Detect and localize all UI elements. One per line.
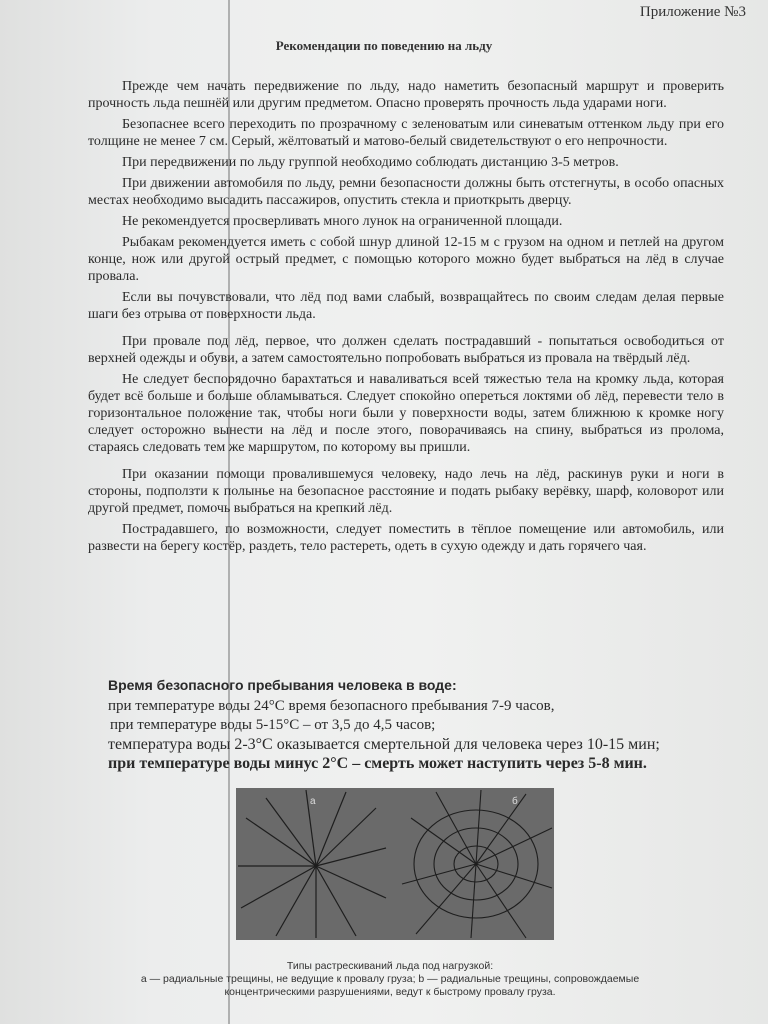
caption-line: а — радиальные трещины, не ведущие к провалу груза; b — радиальные трещины, сопровождаемые: [140, 973, 640, 985]
ice-cracks-figure: [236, 788, 554, 940]
safe-time-heading: Время безопасного пребывания человека в воде:: [108, 677, 457, 693]
caption-line: концентрическими разрушениями, ведут к быстрому провалу груза.: [224, 986, 556, 998]
safe-time-line: при температуре воды минус 2°С – смерть может наступить через 5-8 мин.: [108, 755, 647, 772]
paragraph: При оказании помощи провалившемуся человеку, надо лечь на лёд, раскинув руки и ноги в стороны, подползти к полынье на безопасное расстояние и подать рыбаку верёвку, шарф, коловорот или другой предмет, помочь выбраться на крепкий лёд.: [88, 467, 724, 516]
ice-cracks-illustration: [236, 788, 554, 940]
paragraph: Не следует беспорядочно барахтаться и наваливаться всей тяжестью тела на кромку льда, которая будет всё больше и больше обламываться. Следует спокойно опереться локтями об лёд, перевести тело в горизонтальное положение так, чтобы ноги были у поверхности воды, затем ближнюю к кромке ногу следует осторожно вынести на лёд и после этого, поворачиваясь на спину, выбраться из пролома, стараясь следовать тем же маршрутом, по которому вы пришли.: [88, 372, 724, 455]
paragraph: При провале под лёд, первое, что должен сделать пострадавший - попытаться освободиться от верхней одежды и обуви, а затем самостоятельно попробовать выбраться из провала на твёрдый лёд.: [88, 334, 724, 366]
figure-caption: [60, 960, 720, 999]
paragraph: Прежде чем начать передвижение по льду, надо наметить безопасный маршрут и проверить прочность льда пешнёй или другим предметом. Опасно проверять прочность льда ударами ноги.: [88, 79, 724, 111]
paragraph: При передвижении по льду группой необходимо соблюдать дистанцию 3-5 метров.: [122, 155, 619, 170]
paragraph: Не рекомендуется просверливать много лунок на ограниченной площади.: [122, 214, 563, 229]
document-title: Рекомендации по поведению на льду: [275, 38, 493, 53]
appendix-label: Приложение №3: [639, 4, 746, 20]
safe-time-line: при температуре воды 5-15°С – от 3,5 до 4,5 часов;: [110, 717, 436, 733]
paragraph: Пострадавшего, по возможности, следует поместить в тёплое помещение или автомобиль, или развести на берегу костёр, раздеть, тело растереть, одеть в сухую одежду и дать горячего чая.: [88, 522, 724, 554]
safe-time-line: температура воды 2-3°С оказывается смертельной для человека через 10-15 мин;: [108, 736, 660, 753]
paragraph: При движении автомобиля по льду, ремни безопасности должны быть отстегнуты, в особо опасных местах необходимо высадить пассажиров, опустить стекла и приоткрыть дверцу.: [88, 176, 724, 208]
paragraph: Безопаснее всего переходить по прозрачному с зеленоватым или синеватым оттенком льду при его толщине не менее 7 см. Серый, жёлтоватый и матово-белый свидетельствуют о его непрочности.: [88, 117, 724, 149]
paragraph: Рыбакам рекомендуется иметь с собой шнур длиной 12-15 м с грузом на одном и петлей на другом конце, нож или другой острый предмет, с помощью которого можно будет выбраться на лёд в случае провала.: [88, 235, 724, 284]
figure-label-b: б: [512, 796, 518, 807]
recommendations-body: [88, 78, 724, 559]
safe-time-line: при температуре воды 24°С время безопасного пребывания 7-9 часов,: [108, 698, 555, 714]
safe-time-section: [108, 676, 738, 773]
figure-label-a: а: [310, 796, 316, 807]
paragraph: Если вы почувствовали, что лёд под вами слабый, возвращайтесь по своим следам делая первые шаги без отрыва от поверхности льда.: [88, 290, 724, 322]
caption-title: Типы растрескиваний льда под нагрузкой:: [286, 960, 494, 972]
